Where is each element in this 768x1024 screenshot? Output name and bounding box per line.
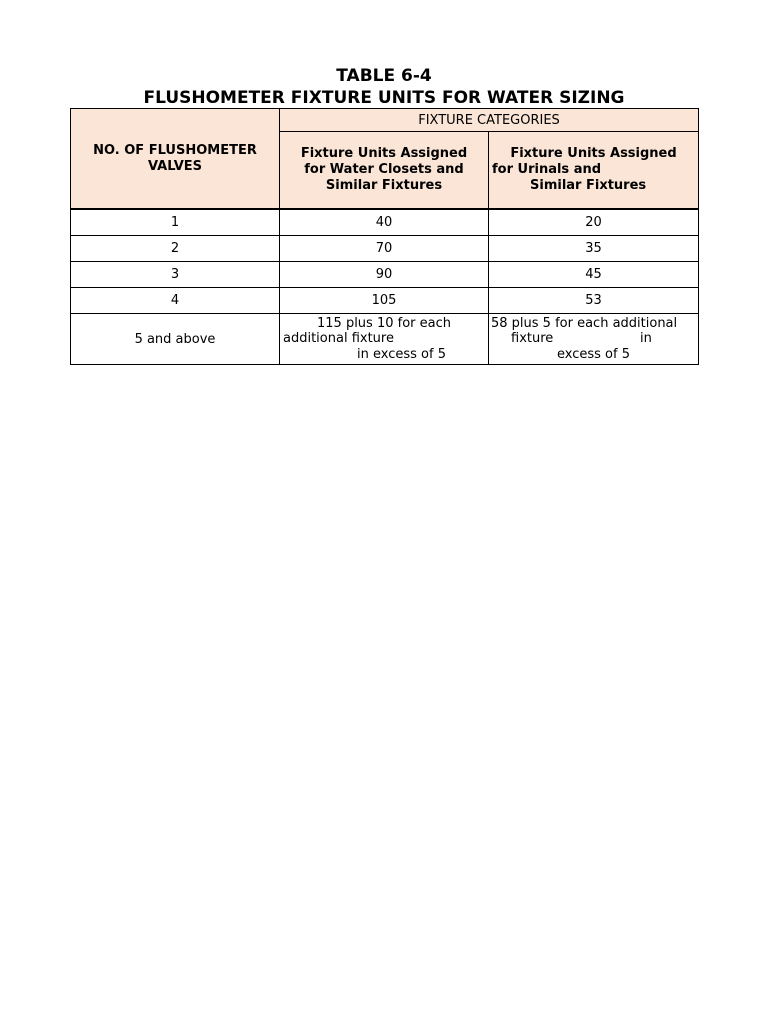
header-line: Fixture Units Assigned <box>300 146 468 161</box>
header-line: for Water Closets and <box>304 162 464 177</box>
cell-water-closets: 105 <box>280 288 489 314</box>
cell-water-closets: 70 <box>280 236 489 262</box>
header-fixture-categories: FIXTURE CATEGORIES <box>280 109 699 132</box>
cell-urinals: 53 <box>489 288 699 314</box>
cell-valves: 4 <box>71 288 280 314</box>
header-valves-line: VALVES <box>147 158 203 174</box>
header-water-closets <box>280 132 489 210</box>
cell-water-closets: 40 <box>280 209 489 236</box>
header-line: Fixture Units Assigned <box>510 146 677 161</box>
cell-urinals <box>489 314 699 365</box>
cell-urinals: 35 <box>489 236 699 262</box>
table-row <box>71 262 699 288</box>
cell-valves: 2 <box>71 236 280 262</box>
table-row <box>71 236 699 262</box>
header-valves <box>71 109 280 210</box>
table-row <box>71 209 699 236</box>
table-title: FLUSHOMETER FIXTURE UNITS FOR WATER SIZING <box>143 88 625 108</box>
cell-valves: 1 <box>71 209 280 236</box>
cell-urinals: 45 <box>489 262 699 288</box>
header-line: for Urinals and <box>492 162 602 177</box>
cell-valves: 5 and above <box>71 314 280 365</box>
cell-urinals: 20 <box>489 209 699 236</box>
cell-line: 115 plus 10 for each <box>317 315 451 331</box>
table-number: TABLE 6-4 <box>336 66 432 86</box>
cell-water-closets: 90 <box>280 262 489 288</box>
header-line: Similar Fixtures <box>530 178 647 193</box>
header-line: Similar Fixtures <box>325 178 443 193</box>
header-urinals <box>489 132 699 210</box>
cell-line: 58 plus 5 for each additional <box>491 315 678 331</box>
fixture-units-table <box>70 108 699 365</box>
cell-line: in excess of 5 <box>357 346 446 362</box>
table-row <box>71 288 699 314</box>
cell-water-closets <box>280 314 489 365</box>
cell-line: additional fixture <box>283 331 394 347</box>
cell-line: excess of 5 <box>557 346 630 362</box>
cell-line: fixture in <box>511 331 652 347</box>
table-row <box>71 314 699 365</box>
cell-valves: 3 <box>71 262 280 288</box>
header-valves-line: NO. OF FLUSHOMETER <box>93 142 257 158</box>
